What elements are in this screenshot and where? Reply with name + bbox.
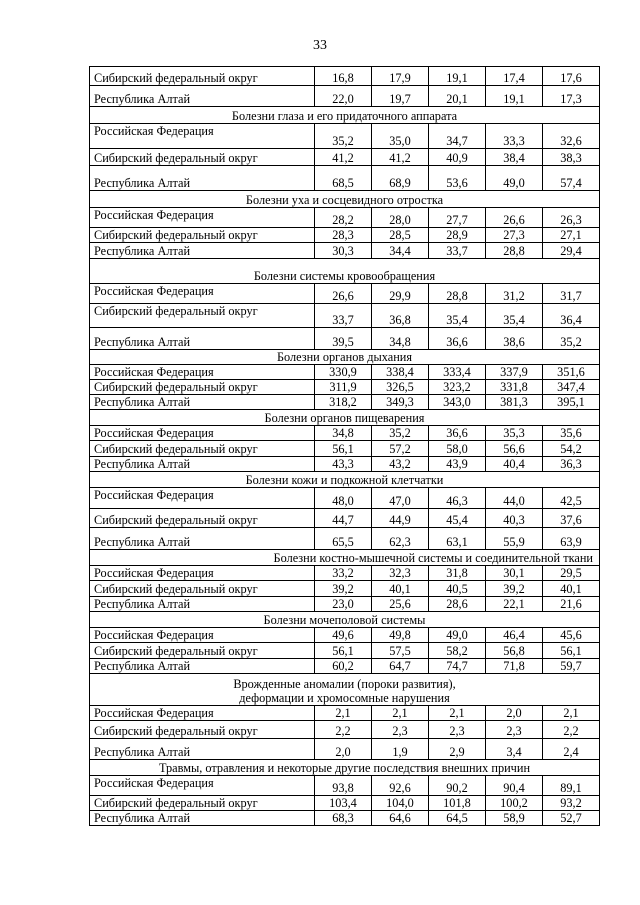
value-cell: 19,1	[486, 86, 543, 107]
table-row	[90, 380, 600, 395]
value-cell: 2,0	[315, 739, 372, 760]
section-title	[90, 410, 600, 426]
value-cell: 323,2	[429, 380, 486, 395]
region-name: Республика Алтай	[90, 659, 315, 674]
value-cell: 93,8	[315, 776, 372, 796]
value-cell: 29,5	[543, 566, 600, 581]
value-cell: 337,9	[486, 365, 543, 380]
value-cell: 40,1	[372, 581, 429, 597]
section-title-line: Болезни органов дыхания	[276, 350, 413, 364]
region-name: Республика Алтай	[90, 86, 315, 107]
region-name: Сибирский федеральный округ	[90, 228, 315, 243]
region-name: Сибирский федеральный округ	[90, 441, 315, 457]
table-row	[90, 166, 600, 191]
value-cell: 35,2	[372, 426, 429, 441]
value-cell: 57,2	[372, 441, 429, 457]
region-name: Сибирский федеральный округ	[90, 796, 315, 811]
region-name: Республика Алтай	[90, 739, 315, 760]
value-cell: 28,8	[429, 284, 486, 304]
value-cell: 56,1	[315, 643, 372, 659]
section-title	[90, 191, 600, 208]
table-row	[90, 149, 600, 166]
value-cell: 100,2	[486, 796, 543, 811]
value-cell: 331,8	[486, 380, 543, 395]
value-cell: 56,1	[315, 441, 372, 457]
value-cell: 34,4	[372, 243, 429, 259]
value-cell: 2,3	[372, 721, 429, 739]
value-cell: 45,4	[429, 509, 486, 528]
region-name: Российская Федерация	[90, 284, 315, 304]
value-cell: 43,9	[429, 457, 486, 472]
region-name: Республика Алтай	[90, 395, 315, 410]
region-name: Сибирский федеральный округ	[90, 721, 315, 739]
value-cell: 351,6	[543, 365, 600, 380]
value-cell: 17,9	[372, 67, 429, 86]
value-cell: 90,4	[486, 776, 543, 796]
value-cell: 29,9	[372, 284, 429, 304]
value-cell: 68,3	[315, 811, 372, 826]
region-name: Российская Федерация	[90, 628, 315, 643]
region-name: Республика Алтай	[90, 243, 315, 259]
table-row	[90, 739, 600, 760]
value-cell: 74,7	[429, 659, 486, 674]
value-cell: 35,6	[543, 426, 600, 441]
value-cell: 39,5	[315, 328, 372, 350]
value-cell: 58,2	[429, 643, 486, 659]
region-name: Республика Алтай	[90, 811, 315, 826]
value-cell: 27,7	[429, 208, 486, 228]
value-cell: 1,9	[372, 739, 429, 760]
value-cell: 93,2	[543, 796, 600, 811]
region-name: Сибирский федеральный округ	[90, 509, 315, 528]
value-cell: 103,4	[315, 796, 372, 811]
section-title-line: Болезни уха и сосцевидного отростка	[245, 193, 444, 207]
value-cell: 2,4	[543, 739, 600, 760]
table-body	[90, 67, 600, 826]
value-cell: 40,9	[429, 149, 486, 166]
section-header-row	[90, 107, 600, 124]
table-row	[90, 67, 600, 86]
section-header-row	[90, 550, 600, 566]
value-cell: 17,3	[543, 86, 600, 107]
section-title	[90, 259, 600, 284]
value-cell: 25,6	[372, 597, 429, 612]
table-row	[90, 228, 600, 243]
value-cell: 17,4	[486, 67, 543, 86]
table-row	[90, 457, 600, 472]
value-cell: 2,1	[372, 706, 429, 721]
value-cell: 34,7	[429, 124, 486, 149]
table-row	[90, 528, 600, 550]
value-cell: 101,8	[429, 796, 486, 811]
value-cell: 395,1	[543, 395, 600, 410]
section-title-line: Болезни глаза и его придаточного аппарата	[231, 109, 458, 123]
value-cell: 37,6	[543, 509, 600, 528]
value-cell: 349,3	[372, 395, 429, 410]
table-row	[90, 509, 600, 528]
value-cell: 71,8	[486, 659, 543, 674]
section-header-row	[90, 191, 600, 208]
table-row	[90, 488, 600, 509]
value-cell: 63,1	[429, 528, 486, 550]
value-cell: 46,3	[429, 488, 486, 509]
section-title-line: Болезни системы кровообращения	[253, 269, 436, 283]
value-cell: 45,6	[543, 628, 600, 643]
value-cell: 2,3	[429, 721, 486, 739]
section-title-line: деформации и хромосомные нарушения	[239, 691, 450, 705]
table-row	[90, 304, 600, 328]
value-cell: 43,2	[372, 457, 429, 472]
value-cell: 63,9	[543, 528, 600, 550]
section-title-line: Болезни кожи и подкожной клетчатки	[245, 473, 444, 487]
value-cell: 43,3	[315, 457, 372, 472]
section-title	[90, 674, 600, 706]
value-cell: 35,3	[486, 426, 543, 441]
region-name: Российская Федерация	[90, 566, 315, 581]
value-cell: 23,0	[315, 597, 372, 612]
section-title	[90, 760, 600, 776]
value-cell: 32,3	[372, 566, 429, 581]
value-cell: 30,1	[486, 566, 543, 581]
value-cell: 89,1	[543, 776, 600, 796]
value-cell: 64,7	[372, 659, 429, 674]
table-row	[90, 659, 600, 674]
value-cell: 28,2	[315, 208, 372, 228]
region-name: Сибирский федеральный округ	[90, 581, 315, 597]
value-cell: 59,7	[543, 659, 600, 674]
section-title-line: Болезни органов пищеварения	[264, 411, 425, 425]
region-name: Республика Алтай	[90, 528, 315, 550]
table-row	[90, 328, 600, 350]
value-cell: 28,5	[372, 228, 429, 243]
value-cell: 3,4	[486, 739, 543, 760]
table-row	[90, 124, 600, 149]
value-cell: 27,3	[486, 228, 543, 243]
table-row	[90, 628, 600, 643]
region-name: Сибирский федеральный округ	[90, 380, 315, 395]
table-row	[90, 811, 600, 826]
section-header-row	[90, 760, 600, 776]
value-cell: 65,5	[315, 528, 372, 550]
value-cell: 32,6	[543, 124, 600, 149]
value-cell: 41,2	[372, 149, 429, 166]
value-cell: 30,3	[315, 243, 372, 259]
region-name: Российская Федерация	[90, 124, 315, 149]
table-row	[90, 243, 600, 259]
region-name: Российская Федерация	[90, 426, 315, 441]
value-cell: 35,2	[543, 328, 600, 350]
table-row	[90, 566, 600, 581]
value-cell: 49,0	[486, 166, 543, 191]
section-title	[90, 350, 600, 365]
value-cell: 62,3	[372, 528, 429, 550]
value-cell: 53,6	[429, 166, 486, 191]
value-cell: 343,0	[429, 395, 486, 410]
table-row	[90, 426, 600, 441]
value-cell: 29,4	[543, 243, 600, 259]
value-cell: 333,4	[429, 365, 486, 380]
section-header-row	[90, 472, 600, 488]
value-cell: 47,0	[372, 488, 429, 509]
value-cell: 55,9	[486, 528, 543, 550]
value-cell: 19,1	[429, 67, 486, 86]
region-name: Российская Федерация	[90, 365, 315, 380]
value-cell: 56,8	[486, 643, 543, 659]
value-cell: 40,5	[429, 581, 486, 597]
value-cell: 36,4	[543, 304, 600, 328]
region-name: Российская Федерация	[90, 208, 315, 228]
region-name: Сибирский федеральный округ	[90, 67, 315, 86]
table-row	[90, 581, 600, 597]
value-cell: 39,2	[486, 581, 543, 597]
table-row	[90, 208, 600, 228]
value-cell: 42,5	[543, 488, 600, 509]
table-row	[90, 597, 600, 612]
table-row	[90, 643, 600, 659]
value-cell: 16,8	[315, 67, 372, 86]
value-cell: 22,1	[486, 597, 543, 612]
region-name: Республика Алтай	[90, 597, 315, 612]
value-cell: 90,2	[429, 776, 486, 796]
value-cell: 44,0	[486, 488, 543, 509]
region-name: Сибирский федеральный округ	[90, 643, 315, 659]
value-cell: 326,5	[372, 380, 429, 395]
region-name: Сибирский федеральный округ	[90, 304, 315, 328]
value-cell: 21,6	[543, 597, 600, 612]
value-cell: 33,7	[315, 304, 372, 328]
region-name: Российская Федерация	[90, 488, 315, 509]
value-cell: 64,6	[372, 811, 429, 826]
value-cell: 92,6	[372, 776, 429, 796]
value-cell: 26,3	[543, 208, 600, 228]
section-title-line: Врожденные аномалии (пороки развития),	[233, 677, 456, 691]
morbidity-table	[89, 66, 600, 826]
value-cell: 318,2	[315, 395, 372, 410]
value-cell: 36,3	[543, 457, 600, 472]
value-cell: 56,1	[543, 643, 600, 659]
value-cell: 58,0	[429, 441, 486, 457]
value-cell: 40,3	[486, 509, 543, 528]
value-cell: 33,3	[486, 124, 543, 149]
value-cell: 41,2	[315, 149, 372, 166]
value-cell: 56,6	[486, 441, 543, 457]
value-cell: 2,1	[429, 706, 486, 721]
table-row	[90, 441, 600, 457]
value-cell: 36,8	[372, 304, 429, 328]
value-cell: 27,1	[543, 228, 600, 243]
value-cell: 57,5	[372, 643, 429, 659]
section-title-line: Болезни костно-мышечной системы и соединительной ткани	[273, 551, 593, 565]
table-row	[90, 395, 600, 410]
table-row	[90, 706, 600, 721]
value-cell: 38,3	[543, 149, 600, 166]
value-cell: 2,3	[486, 721, 543, 739]
value-cell: 17,6	[543, 67, 600, 86]
value-cell: 31,7	[543, 284, 600, 304]
value-cell: 31,2	[486, 284, 543, 304]
value-cell: 2,9	[429, 739, 486, 760]
value-cell: 34,8	[315, 426, 372, 441]
value-cell: 58,9	[486, 811, 543, 826]
value-cell: 28,8	[486, 243, 543, 259]
value-cell: 2,1	[315, 706, 372, 721]
region-name: Российская Федерация	[90, 776, 315, 796]
page-number: 33	[313, 38, 327, 53]
value-cell: 49,6	[315, 628, 372, 643]
value-cell: 36,6	[429, 328, 486, 350]
region-name: Российская Федерация	[90, 706, 315, 721]
section-header-row	[90, 410, 600, 426]
value-cell: 19,7	[372, 86, 429, 107]
table-row	[90, 284, 600, 304]
value-cell: 60,2	[315, 659, 372, 674]
section-header-row	[90, 350, 600, 365]
value-cell: 68,5	[315, 166, 372, 191]
section-header-row	[90, 674, 600, 706]
value-cell: 46,4	[486, 628, 543, 643]
value-cell: 381,3	[486, 395, 543, 410]
value-cell: 2,1	[543, 706, 600, 721]
region-name: Сибирский федеральный округ	[90, 149, 315, 166]
region-name: Республика Алтай	[90, 457, 315, 472]
region-name: Республика Алтай	[90, 166, 315, 191]
region-name: Республика Алтай	[90, 328, 315, 350]
value-cell: 28,6	[429, 597, 486, 612]
value-cell: 330,9	[315, 365, 372, 380]
value-cell: 35,2	[315, 124, 372, 149]
table-row	[90, 776, 600, 796]
value-cell: 35,4	[486, 304, 543, 328]
value-cell: 28,9	[429, 228, 486, 243]
section-header-row	[90, 259, 600, 284]
table-row	[90, 86, 600, 107]
value-cell: 26,6	[315, 284, 372, 304]
section-title	[90, 550, 600, 566]
value-cell: 33,7	[429, 243, 486, 259]
value-cell: 311,9	[315, 380, 372, 395]
value-cell: 49,0	[429, 628, 486, 643]
value-cell: 34,8	[372, 328, 429, 350]
table-row	[90, 721, 600, 739]
value-cell: 38,6	[486, 328, 543, 350]
value-cell: 33,2	[315, 566, 372, 581]
section-title	[90, 472, 600, 488]
value-cell: 2,2	[315, 721, 372, 739]
value-cell: 35,4	[429, 304, 486, 328]
value-cell: 57,4	[543, 166, 600, 191]
section-title	[90, 107, 600, 124]
value-cell: 2,2	[543, 721, 600, 739]
value-cell: 35,0	[372, 124, 429, 149]
value-cell: 36,6	[429, 426, 486, 441]
table-row	[90, 365, 600, 380]
value-cell: 338,4	[372, 365, 429, 380]
table-row	[90, 796, 600, 811]
value-cell: 38,4	[486, 149, 543, 166]
value-cell: 347,4	[543, 380, 600, 395]
section-title	[90, 612, 600, 628]
section-title-line: Травмы, отравления и некоторые другие последствия внешних причин	[158, 761, 531, 775]
value-cell: 20,1	[429, 86, 486, 107]
value-cell: 40,4	[486, 457, 543, 472]
section-title-line: Болезни мочеполовой системы	[263, 613, 426, 627]
value-cell: 54,2	[543, 441, 600, 457]
value-cell: 49,8	[372, 628, 429, 643]
value-cell: 26,6	[486, 208, 543, 228]
value-cell: 39,2	[315, 581, 372, 597]
value-cell: 68,9	[372, 166, 429, 191]
value-cell: 40,1	[543, 581, 600, 597]
value-cell: 28,0	[372, 208, 429, 228]
value-cell: 104,0	[372, 796, 429, 811]
value-cell: 44,9	[372, 509, 429, 528]
value-cell: 64,5	[429, 811, 486, 826]
value-cell: 48,0	[315, 488, 372, 509]
section-header-row	[90, 612, 600, 628]
value-cell: 2,0	[486, 706, 543, 721]
value-cell: 52,7	[543, 811, 600, 826]
value-cell: 28,3	[315, 228, 372, 243]
value-cell: 44,7	[315, 509, 372, 528]
value-cell: 22,0	[315, 86, 372, 107]
value-cell: 31,8	[429, 566, 486, 581]
